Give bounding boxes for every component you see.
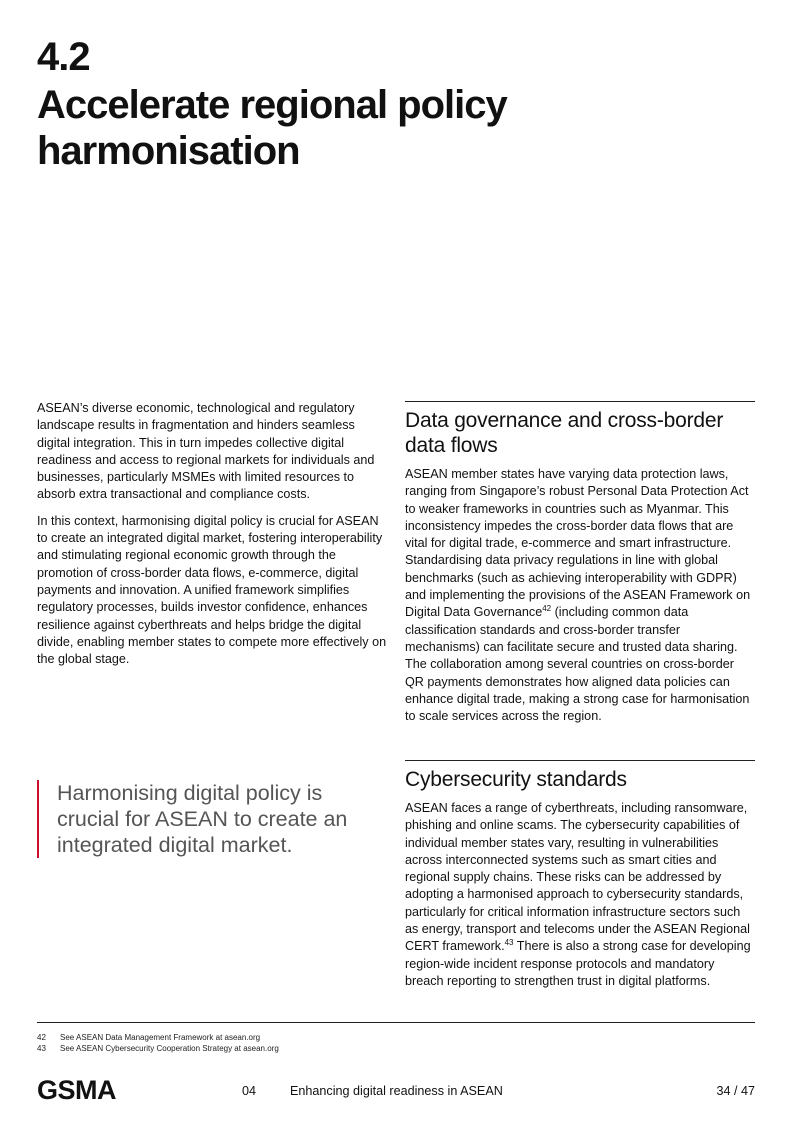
footnote-43: [37, 1043, 279, 1054]
footnote-number: 42: [37, 1033, 46, 1042]
footnote-ref-42[interactable]: 42: [542, 604, 552, 614]
data-governance-heading: Data governance and cross-border data flows: [405, 409, 724, 457]
cybersecurity-body: [405, 800, 755, 990]
footnotes: [37, 1032, 279, 1054]
intro-paragraph-2: In this context, harmonising digital policy is crucial for ASEAN to create an integrated digital market, fostering interoperability and stimulating regional economic growth through the promotion of cross-border data flows, e-commerce, digital payments and innovation. A unified framework simplifies regulatory processes, builds investor confidence, enhances resilience against cyberthreats and helps bridge the digital divide, enabling member states to compete more effectively on the global stage.: [37, 513, 387, 667]
data-governance-body: [405, 466, 755, 725]
gsma-logo: [37, 1078, 159, 1102]
cybersecurity-heading: Cybersecurity standards: [405, 768, 627, 791]
footnote-42: [37, 1032, 279, 1043]
data-governance-section: [405, 401, 755, 725]
cybersecurity-text-b: There is also a strong case for developing region-wide incident response protocols and mandatory breach reporting to strengthen trust in digital platforms.: [405, 939, 751, 988]
report-title: Enhancing digital readiness in ASEAN: [290, 1084, 503, 1098]
intro-column: [37, 400, 389, 677]
data-governance-text-b: (including common data classification standards and cross-border transfer mechanisms) can facilitate secure and trusted data sharing. The collaboration among several countries on cross-border QR payments demonstrates how aligned data policies can enhance digital trade, making a strong case for harmonisation to scale services across the region.: [405, 605, 750, 724]
data-governance-text-a: ASEAN member states have varying data protection laws, ranging from Singapore’s robust Personal Data Protection Act to weaker frameworks in countries such as Myanmar. This inconsistency impedes the cross-border data flows that are vital for digital trade, e-commerce and smart infrastructure. Standardising data privacy regulations in line with global benchmarks (such as achieving interoperability with GDPR) and implementing the provisions of the ASEAN Framework on Digital Data Governance: [405, 467, 751, 620]
footnote-text: See ASEAN Cybersecurity Cooperation Strategy at asean.org: [60, 1044, 279, 1053]
page-footer: [0, 1078, 793, 1108]
page-title: Accelerate regional policy harmonisation: [37, 83, 507, 173]
footnote-ref-43[interactable]: 43: [504, 938, 514, 948]
intro-paragraph-1: ASEAN’s diverse economic, technological and regulatory landscape results in fragmentation and hinders seamless digital integration. This in turn impedes collective digital readiness and access to regional markets for individuals and businesses, particularly MSMEs with limited resources to absorb extra transactional and compliance costs.: [37, 401, 375, 502]
pull-quote: Harmonising digital policy is crucial for ASEAN to create an integrated digital market.: [37, 780, 382, 858]
section-number: 4.2: [37, 35, 90, 79]
chapter-number: 04: [242, 1084, 257, 1098]
footnote-text: See ASEAN Data Management Framework at asean.org: [60, 1033, 261, 1042]
cybersecurity-text-a: ASEAN faces a range of cyberthreats, including ransomware, phishing and online scams. The cybersecurity capabilities of individual member states vary, resulting in vulnerabilities across interconnected systems such as smart cities and regional supply chains. These risks can be addressed by adopting a harmonised approach to cybersecurity standards, particularly for critical information infrastructure sectors such as energy, transport and telecoms under the ASEAN Regional CERT framework.: [405, 801, 750, 954]
cybersecurity-section: [405, 760, 755, 990]
page-number: 34 / 47: [716, 1084, 755, 1098]
footnote-number: 43: [37, 1044, 46, 1053]
footnote-divider: [37, 1022, 755, 1023]
svg-text:GSMA: GSMA: [37, 1078, 116, 1102]
